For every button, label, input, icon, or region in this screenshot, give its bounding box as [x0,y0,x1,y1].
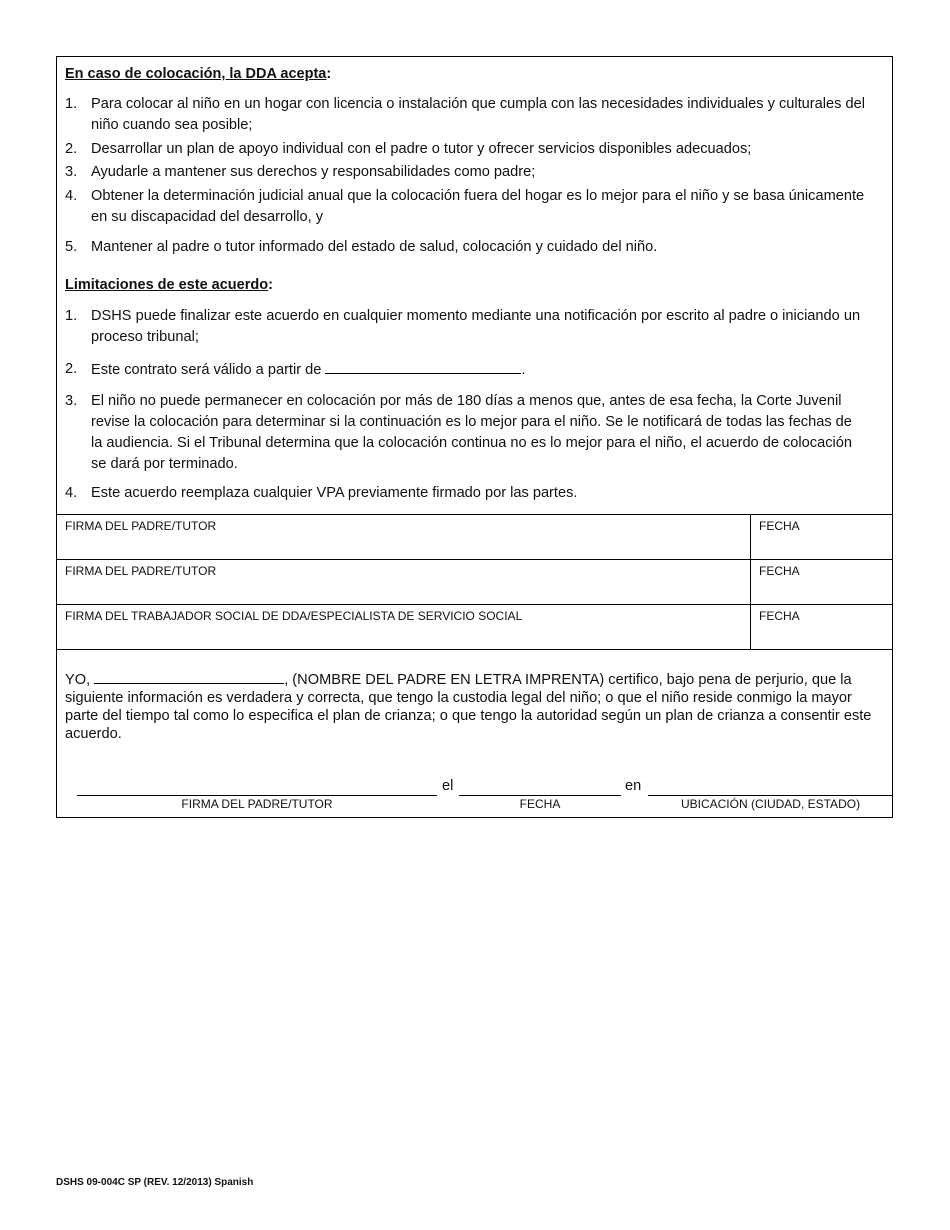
effective-date-field[interactable] [325,359,521,374]
signature-row-parent-1[interactable] [57,515,892,560]
parent-name-field[interactable] [94,669,284,684]
placement-item-3: 3. Ayudarle a mantener sus derechos y responsabilidades como padre; [65,164,536,180]
placement-item-5: 5. Mantener al padre o tutor informado del estado de salud, colocación y cuidado del niño. [65,239,658,255]
effective-date-label: Este contrato será válido a partir de [91,362,322,378]
caption-date: FECHA [519,797,561,811]
signature-date-line[interactable] [459,779,621,796]
limitations-item-1: 1. DSHS puede finalizar este acuerdo en cualquier momento mediante una notificación por escrito al padre o iniciando un proceso tribunal; [65,308,861,345]
placement-item-1: 1. Para colocar al niño en un hogar con licencia o instalación que cumpla con las necesidades individuales y culturales del niño cuando sea posible; [65,96,865,133]
signature-label: FIRMA DEL PADRE/TUTOR [65,519,217,533]
limitations-item-4: 4. Este acuerdo reemplaza cualquier VPA previamente firmado por las partes. [65,485,578,501]
form-footer: DSHS 09-004C SP (REV. 12/2013) Spanish [56,1177,254,1188]
agreement-form-box [56,56,893,818]
signature-row-parent-2[interactable] [57,560,892,605]
limitations-item-2: 2. Este contrato será válido a partir de . [65,361,526,378]
location-line[interactable] [648,779,893,796]
date-cell[interactable] [750,560,892,604]
placement-section-title: En caso de colocación, la DDA acepta: [65,66,332,82]
placement-item-2: 2. Desarrollar un plan de apoyo individual con el padre o tutor y ofrecer servicios disponibles adecuados; [65,141,752,157]
signature-row-social-worker[interactable] [57,605,892,650]
word-en: en [625,778,642,794]
caption-location: UBICACIÓN (CIUDAD, ESTADO) [680,797,861,811]
signature-table [57,514,892,650]
parent-signature-line[interactable] [77,779,437,796]
date-label: FECHA [759,519,800,533]
limitations-section-title: Limitaciones de este acuerdo: [65,277,273,293]
date-cell[interactable] [750,515,892,559]
signature-label: FIRMA DEL PADRE/TUTOR [65,564,217,578]
date-label: FECHA [759,564,800,578]
word-el: el [442,778,454,794]
certification-statement: YO, , (NOMBRE DEL PADRE EN LETRA IMPRENTA) certifico, bajo pena de perjurio, que la siguiente información es verdadera y correcta, que tengo la custodia legal del niño; o que el niño reside conmigo la mayor parte del tiempo tal como lo especifica el plan de crianza; o que tengo la autoridad según un plan de crianza a consentir este acuerdo. [65,669,885,743]
caption-signature: FIRMA DEL PADRE/TUTOR [181,797,333,811]
limitations-item-3: 3. El niño no puede permanecer en colocación por más de 180 días a menos que, antes de esa fecha, la Corte Juvenil revise la colocación para determinar si la continuación es lo mejor para el niño. Se le notificará de todas las fechas de la audiencia. Si el Tribunal determina que la colocación continua no es lo mejor para el niño, el acuerdo de colocación se dará por terminado. [65,393,852,472]
signature-label: FIRMA DEL TRABAJADOR SOCIAL DE DDA/ESPECIALISTA DE SERVICIO SOCIAL [65,609,523,623]
date-label: FECHA [759,609,800,623]
date-cell[interactable] [750,605,892,649]
placement-item-4: 4. Obtener la determinación judicial anual que la colocación fuera del hogar es lo mejor para el niño y se basa únicamente en su discapacidad del desarrollo, y [65,188,865,225]
